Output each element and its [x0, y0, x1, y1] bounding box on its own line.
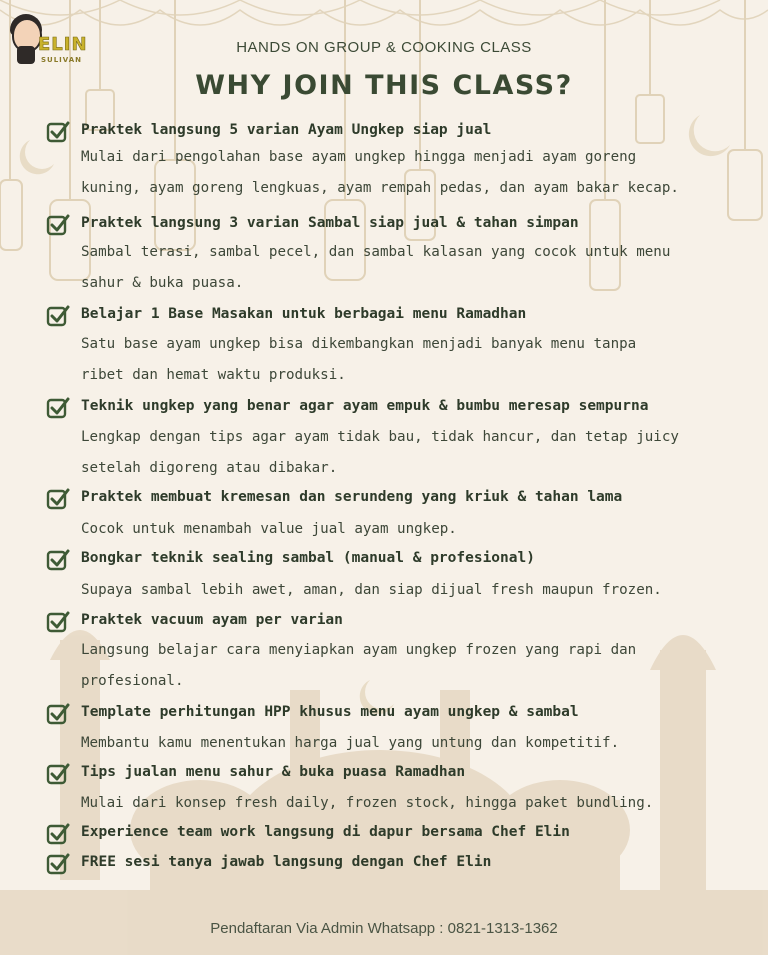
checkbox-check-icon: [46, 610, 70, 634]
page-title: WHY JOIN THIS CLASS?: [195, 70, 573, 101]
checkbox-check-icon: [46, 487, 70, 511]
item-description: Satu base ayam ungkep bisa dikembangkan menjadi banyak menu tanpa ribet dan hemat waktu produksi.: [81, 336, 637, 383]
item-title: Belajar 1 Base Masakan untuk berbagai menu Ramadhan: [81, 306, 527, 322]
item-title: Praktek vacuum ayam per varian: [81, 612, 343, 628]
item-title: Praktek langsung 5 varian Ayam Ungkep siap jual: [81, 122, 492, 138]
checkbox-check-icon: [46, 304, 70, 328]
page-subtitle: HANDS ON GROUP & COOKING CLASS: [236, 39, 532, 56]
item-title: Template perhitungan HPP khusus menu ayam ungkep & sambal: [81, 704, 579, 720]
item-title: Teknik ungkep yang benar agar ayam empuk & bumbu meresap sempurna: [81, 398, 649, 414]
item-description: Mulai dari konsep fresh daily, frozen stock, hingga paket bundling.: [81, 795, 654, 811]
registration-contact: Pendaftaran Via Admin Whatsapp : 0821-1313-1362: [210, 920, 558, 937]
checkbox-check-icon: [46, 702, 70, 726]
checkbox-check-icon: [46, 822, 70, 846]
checkbox-check-icon: [46, 396, 70, 420]
item-title: Tips jualan menu sahur & buka puasa Ramadhan: [81, 764, 466, 780]
item-description: Lengkap dengan tips agar ayam tidak bau, tidak hancur, dan tetap juicy setelah digoreng atau dibakar.: [81, 429, 679, 476]
checkbox-check-icon: [46, 548, 70, 572]
item-title: Experience team work langsung di dapur bersama Chef Elin: [81, 824, 570, 840]
item-description: Cocok untuk menambah value jual ayam ungkep.: [81, 521, 457, 537]
item-description: Langsung belajar cara menyiapkan ayam ungkep frozen yang rapi dan profesional.: [81, 642, 637, 689]
checkbox-check-icon: [46, 120, 70, 144]
item-description: Supaya sambal lebih awet, aman, dan siap dijual fresh maupun frozen.: [81, 582, 662, 598]
item-title: Praktek langsung 3 varian Sambal siap jual & tahan simpan: [81, 215, 579, 231]
checkbox-check-icon: [46, 762, 70, 786]
checkbox-check-icon: [46, 213, 70, 237]
item-description: Membantu kamu menentukan harga jual yang untung dan kompetitif.: [81, 735, 620, 751]
logo-subname: SULIVAN: [41, 56, 83, 64]
logo-name: ELIN: [38, 34, 88, 55]
item-title: Praktek membuat kremesan dan serundeng yang kriuk & tahan lama: [81, 489, 623, 505]
item-description: Mulai dari pengolahan base ayam ungkep hingga menjadi ayam goreng kuning, ayam goreng lengkuas, ayam rempah pedas, dan ayam bakar kecap.: [81, 149, 679, 196]
checkbox-check-icon: [46, 852, 70, 876]
item-title: FREE sesi tanya jawab langsung dengan Chef Elin: [81, 854, 492, 870]
item-title: Bongkar teknik sealing sambal (manual & profesional): [81, 550, 535, 566]
item-description: Sambal terasi, sambal pecel, dan sambal kalasan yang cocok untuk menu sahur & buka puasa.: [81, 244, 671, 291]
